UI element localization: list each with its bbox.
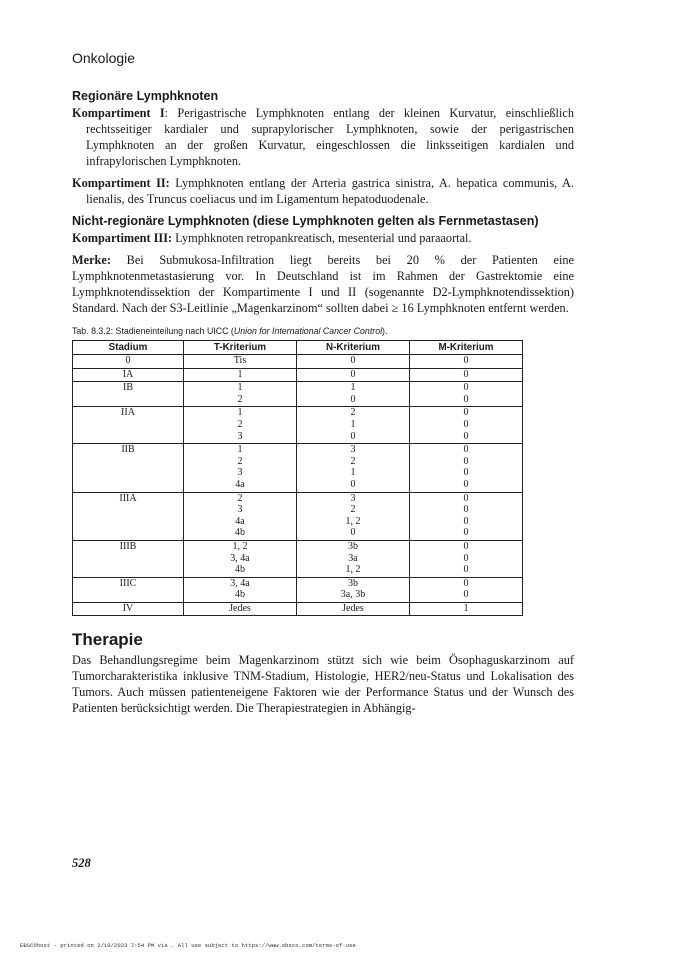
cell-value: 0 — [463, 540, 469, 552]
label-compartment-2: Kompartiment II: — [72, 176, 170, 190]
table-row — [73, 540, 523, 577]
cell-m-kriterium — [410, 382, 523, 407]
table-header-row — [73, 341, 523, 355]
cell-value: 0 — [463, 467, 469, 479]
cell-value: 2 — [237, 418, 243, 430]
cell-value: 4b — [235, 589, 245, 601]
merke-note — [72, 252, 574, 316]
cell-t-kriterium — [184, 492, 297, 540]
cell-t-kriterium — [184, 355, 297, 369]
page-number: 528 — [72, 856, 91, 870]
cell-m-kriterium — [410, 540, 523, 577]
cell-value: 0 — [463, 478, 469, 490]
cell-value: Jedes — [229, 602, 251, 614]
cell-value: 3a, 3b — [340, 589, 366, 601]
cell-value: 2 — [237, 393, 243, 405]
cell-value: 2 — [350, 504, 356, 516]
cell-value: 4b — [235, 564, 245, 576]
cell-value: 0 — [350, 355, 356, 366]
cell-value: 0 — [463, 552, 469, 564]
cell-m-kriterium — [410, 602, 523, 616]
table-row — [73, 355, 523, 369]
cell-value: 3 — [350, 444, 356, 456]
cell-n-kriterium — [297, 444, 410, 492]
caption-italic: Union for International Cancer Control — [233, 326, 383, 336]
cell-stadium: IA — [73, 368, 184, 382]
cell-value: 1 — [350, 467, 356, 479]
cell-stadium: 0 — [73, 355, 184, 369]
cell-m-kriterium — [410, 444, 523, 492]
cell-t-kriterium — [184, 577, 297, 602]
cell-value: 0 — [463, 527, 469, 539]
cell-value: 1, 2 — [232, 540, 248, 552]
cell-t-kriterium — [184, 540, 297, 577]
therapie-text: Das Behandlungsregime beim Magenkarzinom stützt sich wie beim Ösophaguskarzinom auf Tumorcharakteristika inklusive TNM-Stadium, Histologie, HER2/neu-Status und Lokalisation des Tumors. Auch müssen patienteneigene Faktoren wie der Performance Status und der Wunsch des Patienten berücksichtigt werden. Die Therapiestrategien in Abhängig- — [72, 653, 574, 716]
cell-value: 1 — [463, 602, 469, 614]
cell-stadium: IIIC — [73, 577, 184, 602]
cell-value: 0 — [350, 368, 356, 380]
cell-value: 3 — [237, 430, 243, 442]
cell-n-kriterium — [297, 382, 410, 407]
cell-value: 3 — [237, 467, 243, 479]
heading-therapie: Therapie — [72, 630, 143, 650]
cell-stadium: IIB — [73, 444, 184, 492]
paragraph-compartment-3 — [72, 230, 574, 246]
cell-m-kriterium — [410, 492, 523, 540]
cell-value: 3, 4a — [230, 552, 250, 564]
cell-m-kriterium — [410, 355, 523, 369]
table-row — [73, 444, 523, 492]
cell-n-kriterium — [297, 540, 410, 577]
cell-m-kriterium — [410, 577, 523, 602]
label-compartment-1: Kompartiment I — [72, 106, 165, 120]
cell-value: 1 — [237, 407, 243, 419]
label-compartment-3: Kompartiment III: — [72, 231, 173, 245]
caption-main: Tab. 8.3.2: Stadieneinteilung nach UICC ( — [72, 326, 234, 336]
cell-value: 0 — [350, 527, 356, 539]
cell-value: 3, 4a — [230, 577, 250, 589]
cell-value: 2 — [350, 455, 356, 467]
cell-value: 0 — [350, 478, 356, 490]
cell-stadium: IIIA — [73, 492, 184, 540]
table-row — [73, 577, 523, 602]
cell-t-kriterium — [184, 407, 297, 444]
cell-value: 3 — [237, 504, 243, 516]
cell-value: Tis — [233, 355, 247, 366]
cell-value: 0 — [463, 418, 469, 430]
cell-value: 0 — [463, 407, 469, 419]
cell-n-kriterium — [297, 577, 410, 602]
cell-value: 4b — [235, 527, 245, 539]
header-n-kriterium: N-Kriterium — [297, 341, 410, 355]
cell-value: 2 — [237, 455, 243, 467]
cell-value: 1 — [350, 418, 356, 430]
header-stadium: Stadium — [73, 341, 184, 355]
table-row — [73, 382, 523, 407]
table-row — [73, 602, 523, 616]
cell-value: 4a — [235, 478, 245, 490]
cell-stadium: IB — [73, 382, 184, 407]
cell-value: 3a — [348, 552, 358, 564]
cell-value: 1 — [237, 444, 243, 456]
cell-value: 4a — [235, 515, 245, 527]
header-m-kriterium: M-Kriterium — [410, 341, 523, 355]
cell-value: 3 — [350, 492, 356, 504]
cell-value: 0 — [463, 430, 469, 442]
cell-value: 0 — [463, 564, 469, 576]
cell-n-kriterium — [297, 602, 410, 616]
cell-value: 0 — [350, 393, 356, 405]
cell-m-kriterium — [410, 368, 523, 382]
table-body — [73, 355, 523, 616]
heading-regional-lymph-nodes: Regionäre Lymphknoten — [72, 89, 219, 103]
cell-value: 1 — [350, 382, 356, 394]
cell-n-kriterium — [297, 368, 410, 382]
cell-value: 1 — [237, 382, 243, 394]
heading-nonregional-lymph-nodes: Nicht-regionäre Lymphknoten (diese Lymphknoten gelten als Fernmetastasen) — [72, 214, 539, 228]
table-row — [73, 492, 523, 540]
paragraph-compartment-2 — [72, 175, 574, 207]
cell-value: Jedes — [342, 602, 364, 614]
table-caption — [72, 325, 574, 337]
cell-value: 0 — [463, 368, 469, 380]
table-row — [73, 407, 523, 444]
cell-value: 0 — [463, 355, 469, 366]
cell-n-kriterium — [297, 355, 410, 369]
cell-m-kriterium — [410, 407, 523, 444]
cell-value: 0 — [463, 504, 469, 516]
cell-value: 0 — [463, 515, 469, 527]
cell-value: 0 — [463, 393, 469, 405]
cell-value: 2 — [237, 492, 243, 504]
cell-value: 0 — [463, 455, 469, 467]
footer-note: EBSCOhost - printed on 2/10/2023 7:54 PM via . All use subject to https://www.ebsco.com/terms-of-use — [20, 942, 356, 949]
cell-value: 1, 2 — [345, 515, 361, 527]
cell-value: 3b — [348, 540, 358, 552]
cell-value: 0 — [463, 444, 469, 456]
cell-value: 0 — [463, 492, 469, 504]
uicc-staging-table — [72, 340, 523, 616]
merke-label: Merke: — [72, 253, 111, 267]
cell-stadium: IV — [73, 602, 184, 616]
cell-value: 0 — [350, 430, 356, 442]
caption-end: ). — [382, 326, 388, 336]
merke-text: Bei Submukosa-Infiltration liegt bereits bei 20 % der Patienten eine Lymphknotenmetastasierung vor. In Deutschland ist im Rahmen der Gastrektomie eine Lymphknotendissektion der Kompartimente I und II (sogenannte D2-Lymphknotendissektion) Standard. Nach der S3-Leitlinie „Magenkarzinom“ sollten dabei ≥ 16 Lymphknoten entfernt werden. — [72, 253, 574, 315]
running-header: Onkologie — [72, 50, 136, 66]
cell-value: 1, 2 — [345, 564, 361, 576]
cell-t-kriterium — [184, 444, 297, 492]
text-compartment-3: Lymphknoten retropankreatisch, mesenterial und paraaortal. — [172, 231, 472, 245]
cell-stadium: IIA — [73, 407, 184, 444]
cell-n-kriterium — [297, 492, 410, 540]
cell-t-kriterium — [184, 382, 297, 407]
cell-value: 0 — [463, 382, 469, 394]
cell-value: 1 — [237, 368, 243, 380]
text-compartment-1: : Perigastrische Lymphknoten entlang der kleinen Kurvatur, einschließlich rechtsseitiger kardialer und suprapylorischer Lymphknoten, sowie der perigastrischen Lymphknoten an der großen Kurvatur, eingeschlossen die linksseitigen kardialen und infrapylorischen Lymphknoten. — [86, 106, 574, 168]
table-row — [73, 368, 523, 382]
cell-value: 2 — [350, 407, 356, 419]
paragraph-compartment-1 — [72, 105, 574, 169]
cell-t-kriterium — [184, 602, 297, 616]
text-compartment-2: Lymphknoten entlang der Arteria gastrica sinistra, A. hepatica communis, A. lienalis, des Truncus coeliacus und im Ligamentum hepatoduodenale. — [86, 176, 574, 206]
cell-value: 3b — [348, 577, 358, 589]
cell-stadium: IIIB — [73, 540, 184, 577]
cell-value: 0 — [463, 577, 469, 589]
cell-t-kriterium — [184, 368, 297, 382]
cell-n-kriterium — [297, 407, 410, 444]
header-t-kriterium: T-Kriterium — [184, 341, 297, 355]
cell-value: 0 — [463, 589, 469, 601]
page-content — [72, 88, 574, 716]
